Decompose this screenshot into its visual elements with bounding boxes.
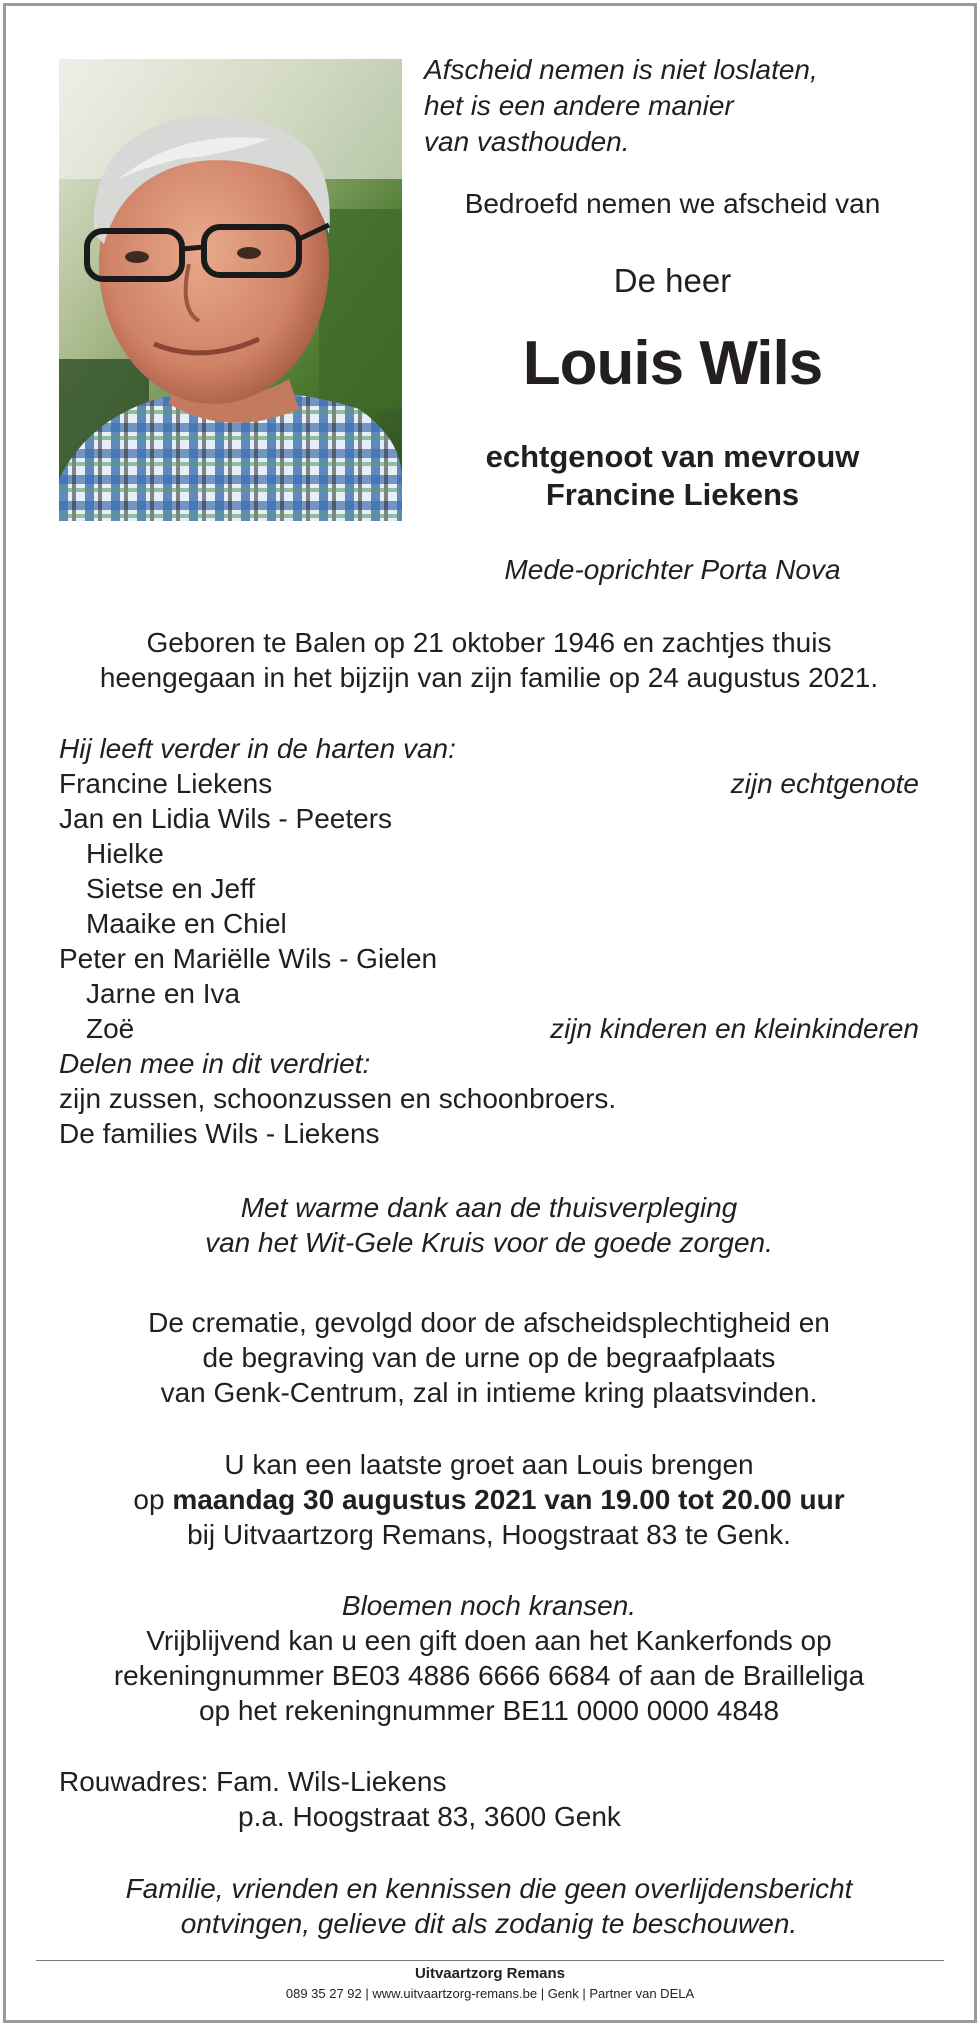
death-line: heengegaan in het bijzijn van zijn familie op 24 augustus 2021. (99, 662, 879, 693)
thanks-message (59, 1190, 919, 1260)
list-item (59, 836, 164, 871)
quote-line: het is een andere manier (424, 90, 734, 121)
cremation-line: van Genk-Centrum, zal in intieme kring plaatsvinden. (160, 1377, 818, 1408)
spouse-line: echtgenoot van mevrouw (485, 439, 860, 474)
birth-line: Geboren te Balen op 21 oktober 1946 en zachtjes thuis (146, 627, 832, 658)
visitation-prefix: op (133, 1484, 173, 1515)
visitation-datetime: maandag 30 augustus 2021 van 19.00 tot 20.00 uur (172, 1484, 845, 1515)
cremation-info (59, 1305, 919, 1410)
survivor-name: Peter en Mariëlle Wils - Gielen (59, 943, 438, 974)
survivors-list (59, 731, 919, 1161)
list-item (59, 1011, 919, 1046)
flowers-heading: Bloemen noch kransen. (341, 1590, 637, 1621)
role-title: Mede-oprichter Porta Nova (504, 554, 841, 585)
birth-death-info (59, 625, 919, 695)
list-item (59, 801, 392, 836)
survivor-name: Maaike en Chiel (86, 908, 287, 939)
survivor-name: Sietse en Jeff (86, 873, 256, 904)
survivor-relation: zijn kinderen en kleinkinderen (550, 1013, 919, 1044)
closing-note (59, 1871, 919, 1941)
footer-divider (36, 1960, 944, 1961)
survivor-name: Hielke (86, 838, 164, 869)
honorific: De heer (613, 262, 732, 299)
list-item (59, 941, 437, 976)
share-heading: Delen mee in dit verdriet: (59, 1048, 371, 1079)
quote-line: van vasthouden. (424, 126, 630, 157)
mourning-address-label: Rouwadres: Fam. Wils-Liekens (59, 1766, 447, 1797)
portrait-photo (59, 59, 402, 521)
spouse-name: Francine Liekens (545, 477, 800, 512)
survivor-name: Francine Liekens (59, 768, 273, 799)
donation-line: rekeningnummer BE03 4886 6666 6684 of aan de Brailleliga (113, 1660, 865, 1691)
survivor-name: Jarne en Iva (86, 978, 241, 1009)
list-item (59, 976, 240, 1011)
closing-line: Familie, vrienden en kennissen die geen overlijdensbericht (125, 1873, 853, 1904)
share-line: zijn zussen, schoonzussen en schoonbroers. (59, 1083, 617, 1114)
visitation-when-line (59, 1482, 919, 1517)
survivor-relation: zijn echtgenote (730, 768, 919, 799)
list-item (59, 766, 919, 801)
survivor-name: Jan en Lidia Wils - Peeters (59, 803, 393, 834)
footer-details: 089 35 27 92 | www.uitvaartzorg-remans.be | Genk | Partner van DELA (285, 1986, 695, 2001)
visitation-line: U kan een laatste groet aan Louis brengen (224, 1449, 754, 1480)
cremation-line: de begraving van de urne op de begraafplaats (202, 1342, 776, 1373)
survivors-heading: Hij leeft verder in de harten van: (59, 733, 456, 764)
survivor-name: Zoë (86, 1013, 135, 1044)
opening-quote (424, 52, 818, 160)
deceased-name: Louis Wils (522, 329, 823, 398)
cremation-line: De crematie, gevolgd door de afscheidsplechtigheid en (148, 1307, 830, 1338)
intro-text: Bedroefd nemen we afscheid van (464, 188, 881, 219)
mourning-address-street: p.a. Hoogstraat 83, 3600 Genk (238, 1801, 621, 1832)
spouse-info (420, 438, 925, 514)
donation-line: Vrijblijvend kan u een gift doen aan het Kankerfonds op (146, 1625, 832, 1656)
visitation-info (59, 1447, 919, 1552)
visitation-line: bij Uitvaartzorg Remans, Hoogstraat 83 te Genk. (187, 1519, 791, 1550)
flowers-info (59, 1588, 919, 1728)
donation-line: op het rekeningnummer BE11 0000 0000 4848 (198, 1695, 780, 1726)
share-line: De families Wils - Liekens (59, 1118, 380, 1149)
thanks-line: Met warme dank aan de thuisverpleging (240, 1192, 738, 1223)
list-item (59, 871, 255, 906)
closing-line: ontvingen, gelieve dit als zodanig te beschouwen. (180, 1908, 798, 1939)
thanks-line: van het Wit-Gele Kruis voor de goede zorgen. (205, 1227, 773, 1258)
footer-company: Uitvaartzorg Remans (414, 1965, 566, 1982)
quote-line: Afscheid nemen is niet loslaten, (424, 54, 818, 85)
list-item (59, 906, 287, 941)
